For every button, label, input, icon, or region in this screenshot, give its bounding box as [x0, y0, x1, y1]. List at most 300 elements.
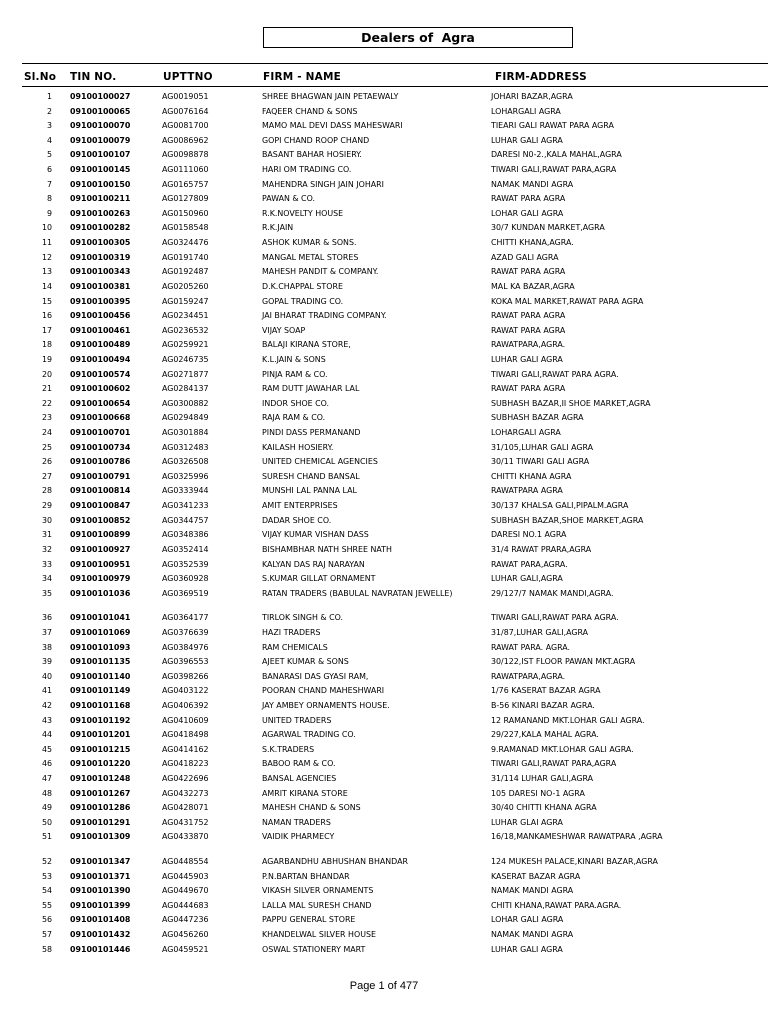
- cell-uptt: AG0398266: [162, 671, 209, 681]
- cell-tin: 09100101135: [70, 657, 131, 667]
- cell-sl: 25: [41, 442, 52, 452]
- cell-addr: RAWAT PARA AGRA: [491, 311, 566, 321]
- cell-addr: 1/76 KASERAT BAZAR AGRA: [491, 686, 601, 696]
- cell-addr: LUHAR GALI AGRA: [491, 354, 563, 364]
- cell-addr: 31/105,LUHAR GALI AGRA: [491, 442, 594, 452]
- cell-firm: MANGAL METAL STORES: [262, 252, 359, 262]
- cell-tin: 09100100927: [70, 544, 131, 554]
- cell-sl: 37: [41, 627, 52, 637]
- cell-uptt: AG0428071: [162, 803, 209, 813]
- cell-firm: HARI OM TRADING CO.: [262, 165, 352, 175]
- cell-addr: 31/87,LUHAR GALI,AGRA: [491, 627, 589, 637]
- cell-tin: 09100100734: [70, 442, 131, 452]
- header-uptt: UPTTNO: [163, 71, 213, 83]
- table-row: [0, 311, 768, 326]
- cell-addr: JOHARI BAZAR,AGRA: [491, 92, 573, 101]
- cell-sl: 54: [41, 886, 52, 896]
- cell-tin: 09100100027: [70, 92, 131, 101]
- cell-firm: UNITED CHEMICAL AGENCIES: [262, 457, 378, 467]
- cell-firm: BANARASI DAS GYASI RAM,: [262, 671, 369, 681]
- cell-addr: 30/7 KUNDAN MARKET,AGRA: [491, 223, 605, 233]
- table-row: [0, 516, 768, 531]
- table-row: [0, 574, 768, 589]
- cell-addr: LOHAR GALI AGRA: [491, 208, 564, 218]
- cell-addr: TIEARI GALI RAWAT PARA AGRA: [491, 121, 614, 131]
- cell-tin: 09100100343: [70, 267, 131, 277]
- table-row: [0, 789, 768, 804]
- cell-uptt: AG0246735: [162, 354, 209, 364]
- cell-addr: 16/18,MANKAMESHWAR RAWATPARA ,AGRA: [491, 832, 663, 842]
- header-addr: FIRM-ADDRESS: [495, 71, 587, 83]
- cell-sl: 41: [41, 686, 52, 696]
- cell-sl: 40: [41, 671, 52, 681]
- cell-uptt: AG0236532: [162, 325, 209, 335]
- cell-firm: AGARWAL TRADING CO.: [262, 730, 356, 740]
- cell-tin: 09100100211: [70, 194, 131, 204]
- cell-sl: 15: [41, 296, 52, 306]
- cell-addr: RAWATPARA,AGRA.: [491, 340, 566, 350]
- table-row: [0, 915, 768, 930]
- cell-uptt: AG0376639: [162, 627, 209, 637]
- cell-firm: AGARBANDHU ABHUSHAN BHANDAR: [262, 857, 408, 867]
- cell-tin: 09100101140: [70, 671, 131, 681]
- cell-sl: 2: [46, 106, 52, 116]
- cell-addr: DARESI NO.1 AGRA: [491, 530, 567, 540]
- cell-sl: 35: [41, 588, 52, 598]
- cell-uptt: AG0445903: [162, 871, 209, 881]
- cell-addr: 31/4 RAWAT PRARA,AGRA: [491, 544, 592, 554]
- cell-tin: 09100100305: [70, 238, 131, 248]
- cell-firm: BISHAMBHAR NATH SHREE NATH: [262, 544, 392, 554]
- table-row: [0, 340, 768, 355]
- cell-sl: 19: [41, 354, 52, 364]
- cell-addr: MAL KA BAZAR,AGRA: [491, 281, 575, 291]
- cell-addr: SUBHASH BAZAR AGRA: [491, 413, 584, 423]
- table-row: [0, 486, 768, 501]
- table-row: [0, 413, 768, 428]
- cell-addr: 29/127/7 NAMAK MANDI,AGRA.: [491, 588, 614, 598]
- cell-tin: 09100101347: [70, 857, 131, 867]
- cell-uptt: AG0396553: [162, 657, 209, 667]
- cell-firm: HAZI TRADERS: [262, 627, 321, 637]
- cell-firm: MAHESH PANDIT & COMPANY.: [262, 267, 379, 277]
- table-row: [0, 530, 768, 545]
- cell-uptt: AG0159247: [162, 296, 209, 306]
- cell-firm: PAPPU GENERAL STORE: [262, 915, 356, 925]
- cell-addr: CHITI KHANA,RAWAT PARA.AGRA.: [491, 900, 622, 910]
- cell-firm: AMIT ENTERPRISES: [262, 501, 338, 511]
- table-row: [0, 136, 768, 151]
- table-row: [0, 180, 768, 195]
- cell-firm: PINDI DASS PERMANAND: [262, 428, 361, 438]
- cell-uptt: AG0312483: [162, 442, 209, 452]
- cell-uptt: AG0431752: [162, 817, 209, 827]
- cell-tin: 09100100786: [70, 457, 131, 467]
- table-row: [0, 628, 768, 643]
- table-row: [0, 370, 768, 385]
- cell-firm: NAMAN TRADERS: [262, 817, 331, 827]
- table-row: [0, 428, 768, 443]
- table-row: [0, 399, 768, 414]
- cell-tin: 09100100456: [70, 311, 131, 321]
- cell-sl: 5: [46, 150, 52, 160]
- cell-sl: 31: [41, 530, 52, 540]
- cell-sl: 33: [41, 559, 52, 569]
- cell-tin: 09100101446: [70, 944, 131, 954]
- cell-addr: NAMAK MANDI AGRA: [491, 930, 574, 940]
- header-sl: Sl.No: [24, 71, 57, 83]
- cell-tin: 09100101399: [70, 900, 131, 910]
- cell-tin: 09100100319: [70, 252, 131, 262]
- cell-sl: 46: [41, 759, 52, 769]
- cell-addr: RAWATPARA AGRA: [491, 486, 563, 496]
- cell-addr: LUHAR GALI,AGRA: [491, 574, 563, 584]
- cell-sl: 52: [41, 857, 52, 867]
- header-bottom-rule: [22, 86, 768, 87]
- cell-firm: BANSAL AGENCIES: [262, 774, 337, 784]
- cell-firm: LALLA MAL SURESH CHAND: [262, 900, 372, 910]
- cell-tin: 09100100654: [70, 398, 131, 408]
- cell-firm: FAQEER CHAND & SONS: [262, 106, 358, 116]
- cell-firm: BASANT BAHAR HOSIERY.: [262, 150, 362, 160]
- table-row: [0, 686, 768, 701]
- cell-addr: 30/11 TIWARI GALI AGRA: [491, 457, 590, 467]
- cell-sl: 34: [41, 574, 52, 584]
- cell-addr: RAWAT PARA AGRA: [491, 325, 566, 335]
- table-row: [0, 803, 768, 818]
- cell-sl: 21: [41, 384, 52, 394]
- cell-addr: RAWAT PARA AGRA: [491, 384, 566, 394]
- cell-addr: 31/114 LUHAR GALI,AGRA: [491, 774, 594, 784]
- cell-uptt: AG0192487: [162, 267, 209, 277]
- table-row: [0, 501, 768, 516]
- cell-uptt: AG0259921: [162, 340, 209, 350]
- cell-sl: 58: [41, 944, 52, 954]
- table-row: [0, 886, 768, 901]
- table-row: [0, 701, 768, 716]
- cell-firm: S.KUMAR GILLAT ORNAMENT: [262, 574, 376, 584]
- cell-addr: 124 MUKESH PALACE,KINARI BAZAR,AGRA: [491, 857, 658, 867]
- cell-firm: SHREE BHAGWAN JAIN PETAEWALY: [262, 92, 399, 101]
- cell-addr: SUBHASH BAZAR,SHOE MARKET,AGRA: [491, 515, 644, 525]
- cell-sl: 51: [41, 832, 52, 842]
- cell-tin: 09100100065: [70, 106, 131, 116]
- cell-tin: 09100101069: [70, 627, 131, 637]
- cell-sl: 6: [46, 165, 52, 175]
- cell-tin: 09100100852: [70, 515, 131, 525]
- table-row: [0, 209, 768, 224]
- table-row: [0, 560, 768, 575]
- cell-sl: 10: [41, 223, 52, 233]
- cell-addr: DARESI N0-2.,KALA MAHAL,AGRA: [491, 150, 622, 160]
- cell-sl: 17: [41, 325, 52, 335]
- cell-addr: RAWATPARA,AGRA.: [491, 671, 566, 681]
- cell-addr: KOKA MAL MARKET,RAWAT PARA AGRA: [491, 296, 644, 306]
- cell-sl: 57: [41, 930, 52, 940]
- cell-sl: 38: [41, 642, 52, 652]
- cell-firm: D.K.CHAPPAL STORE: [262, 281, 343, 291]
- cell-tin: 09100100282: [70, 223, 131, 233]
- table-row: [0, 223, 768, 238]
- page-footer: Page 1 of 477: [349, 980, 419, 992]
- cell-addr: 30/40 CHITTI KHANA AGRA: [491, 803, 597, 813]
- cell-firm: GOPI CHAND ROOP CHAND: [262, 135, 370, 145]
- cell-firm: R.K.JAIN: [262, 223, 294, 233]
- cell-firm: MAHENDRA SINGH JAIN JOHARI: [262, 179, 384, 189]
- cell-firm: P.N.BARTAN BHANDAR: [262, 871, 350, 881]
- cell-firm: AJEET KUMAR & SONS: [262, 657, 349, 667]
- cell-sl: 53: [41, 871, 52, 881]
- title-place: Agra: [441, 30, 475, 45]
- table-row: [0, 107, 768, 122]
- cell-addr: CHITTI KHANA AGRA: [491, 471, 572, 481]
- cell-uptt: AG0191740: [162, 252, 209, 262]
- cell-tin: 09100100791: [70, 471, 131, 481]
- table-row: [0, 745, 768, 760]
- table-row: [0, 643, 768, 658]
- table-row: [0, 657, 768, 672]
- cell-sl: 22: [41, 398, 52, 408]
- cell-uptt: AG0344757: [162, 515, 209, 525]
- table-header: [22, 71, 768, 85]
- cell-tin: 09100101168: [70, 700, 131, 710]
- cell-addr: 9.RAMANAD MKT.LOHAR GALI AGRA.: [491, 744, 634, 754]
- cell-uptt: AG0448554: [162, 857, 209, 867]
- cell-addr: LOHAR GALI AGRA: [491, 915, 564, 925]
- cell-uptt: AG0384976: [162, 642, 209, 652]
- table-row: [0, 774, 768, 789]
- cell-addr: LOHARGALI AGRA: [491, 106, 561, 116]
- cell-sl: 27: [41, 471, 52, 481]
- cell-tin: 09100101248: [70, 774, 131, 784]
- cell-uptt: AG0341233: [162, 501, 209, 511]
- cell-sl: 43: [41, 715, 52, 725]
- cell-firm: RAM CHEMICALS: [262, 642, 328, 652]
- cell-tin: 09100101291: [70, 817, 131, 827]
- table-row: [0, 832, 768, 857]
- cell-addr: LUHAR GALI AGRA: [491, 944, 563, 954]
- cell-firm: OSWAL STATIONERY MART: [262, 944, 366, 954]
- cell-tin: 09100100847: [70, 501, 131, 511]
- cell-uptt: AG0127809: [162, 194, 209, 204]
- cell-uptt: AG0325996: [162, 471, 209, 481]
- cell-uptt: AG0459521: [162, 944, 209, 954]
- cell-addr: TIWARI GALI,RAWAT PARA,AGRA: [491, 759, 617, 769]
- cell-sl: 44: [41, 730, 52, 740]
- cell-tin: 09100101432: [70, 930, 131, 940]
- table-row: [0, 121, 768, 136]
- table-row: [0, 672, 768, 687]
- cell-addr: KASERAT BAZAR AGRA: [491, 871, 581, 881]
- table-row: [0, 945, 768, 960]
- cell-addr: SUBHASH BAZAR,II SHOE MARKET,AGRA: [491, 398, 651, 408]
- cell-tin: 09100100668: [70, 413, 131, 423]
- cell-addr: 30/137 KHALSA GALI,PIPALM.AGRA: [491, 501, 629, 511]
- cell-addr: B-56 KINARI BAZAR AGRA.: [491, 700, 595, 710]
- table-row: [0, 457, 768, 472]
- cell-uptt: AG0364177: [162, 613, 209, 623]
- cell-tin: 09100100899: [70, 530, 131, 540]
- cell-uptt: AG0150960: [162, 208, 209, 218]
- cell-uptt: AG0326508: [162, 457, 209, 467]
- cell-uptt: AG0360928: [162, 574, 209, 584]
- header-top-rule: [22, 63, 768, 64]
- cell-firm: BABOO RAM & CO.: [262, 759, 336, 769]
- cell-tin: 09100100381: [70, 281, 131, 291]
- cell-sl: 55: [41, 900, 52, 910]
- cell-tin: 09100101041: [70, 613, 131, 623]
- table-row: [0, 165, 768, 180]
- cell-firm: MAMO MAL DEVI DASS MAHESWARI: [262, 121, 403, 131]
- cell-tin: 09100100070: [70, 121, 131, 131]
- cell-tin: 09100100951: [70, 559, 131, 569]
- table-row: [0, 818, 768, 833]
- cell-uptt: AG0234451: [162, 311, 209, 321]
- cell-sl: 8: [46, 194, 52, 204]
- cell-uptt: AG0165757: [162, 179, 209, 189]
- cell-sl: 3: [46, 121, 52, 131]
- cell-sl: 28: [41, 486, 52, 496]
- cell-firm: JAY AMBEY ORNAMENTS HOUSE.: [262, 700, 390, 710]
- cell-sl: 1: [46, 92, 52, 101]
- cell-uptt: AG0432273: [162, 788, 209, 798]
- cell-sl: 56: [41, 915, 52, 925]
- cell-addr: TIWARI GALI,RAWAT PARA AGRA.: [491, 613, 619, 623]
- cell-tin: 09100101036: [70, 588, 131, 598]
- cell-firm: KHANDELWAL SILVER HOUSE: [262, 930, 376, 940]
- cell-sl: 39: [41, 657, 52, 667]
- cell-firm: DADAR SHOE CO.: [262, 515, 332, 525]
- cell-tin: 09100100979: [70, 574, 131, 584]
- cell-tin: 09100100145: [70, 165, 131, 175]
- cell-firm: RAJA RAM & CO.: [262, 413, 326, 423]
- table-row: [0, 150, 768, 165]
- table-row: [0, 759, 768, 774]
- cell-firm: INDOR SHOE CO.: [262, 398, 330, 408]
- cell-addr: 29/227,KALA MAHAL AGRA.: [491, 730, 599, 740]
- table-row: [0, 238, 768, 253]
- dealer-table: [0, 92, 768, 959]
- cell-addr: LUHAR GALI AGRA: [491, 135, 563, 145]
- cell-tin: 09100100150: [70, 179, 131, 189]
- cell-sl: 20: [41, 369, 52, 379]
- cell-uptt: AG0076164: [162, 106, 209, 116]
- cell-uptt: AG0348386: [162, 530, 209, 540]
- header-tin: TIN NO.: [70, 71, 117, 83]
- cell-addr: LUHAR GLAI AGRA: [491, 817, 563, 827]
- cell-uptt: AG0403122: [162, 686, 209, 696]
- cell-sl: 18: [41, 340, 52, 350]
- cell-addr: RAWAT PARA AGRA: [491, 267, 566, 277]
- cell-sl: 14: [41, 281, 52, 291]
- cell-uptt: AG0422696: [162, 774, 209, 784]
- cell-addr: CHITTI KHANA,AGRA.: [491, 238, 574, 248]
- cell-uptt: AG0086962: [162, 135, 209, 145]
- cell-addr: 12 RAMANAND MKT.LOHAR GALI AGRA.: [491, 715, 645, 725]
- cell-uptt: AG0406392: [162, 700, 209, 710]
- cell-sl: 26: [41, 457, 52, 467]
- cell-tin: 09100100574: [70, 369, 131, 379]
- cell-sl: 4: [46, 135, 52, 145]
- cell-addr: LOHARGALI AGRA: [491, 428, 561, 438]
- table-row: [0, 589, 768, 614]
- table-row: [0, 253, 768, 268]
- cell-sl: 32: [41, 544, 52, 554]
- cell-tin: 09100101267: [70, 788, 131, 798]
- cell-tin: 09100100395: [70, 296, 131, 306]
- cell-firm: VAIDIK PHARMECY: [262, 832, 335, 842]
- cell-uptt: AG0447236: [162, 915, 209, 925]
- cell-firm: K.L.JAIN & SONS: [262, 354, 326, 364]
- cell-firm: UNITED TRADERS: [262, 715, 332, 725]
- cell-uptt: AG0456260: [162, 930, 209, 940]
- table-row: [0, 384, 768, 399]
- table-row: [0, 92, 768, 107]
- cell-sl: 50: [41, 817, 52, 827]
- cell-firm: SURESH CHAND BANSAL: [262, 471, 360, 481]
- cell-addr: NAMAK MANDI AGRA: [491, 886, 574, 896]
- cell-tin: 09100101371: [70, 871, 131, 881]
- table-row: [0, 267, 768, 282]
- cell-uptt: AG0271877: [162, 369, 209, 379]
- cell-sl: 11: [41, 238, 52, 248]
- cell-addr: AZAD GALI AGRA: [491, 252, 559, 262]
- cell-tin: 09100101215: [70, 744, 131, 754]
- cell-sl: 9: [46, 208, 52, 218]
- cell-firm: S.K.TRADERS: [262, 744, 315, 754]
- cell-tin: 09100100701: [70, 428, 131, 438]
- cell-firm: TIRLOK SINGH & CO.: [262, 613, 344, 623]
- cell-sl: 36: [41, 613, 52, 623]
- cell-firm: AMRIT KIRANA STORE: [262, 788, 348, 798]
- cell-uptt: AG0300882: [162, 398, 209, 408]
- cell-firm: BALAJI KIRANA STORE,: [262, 340, 351, 350]
- cell-tin: 09100101286: [70, 803, 131, 813]
- table-row: [0, 545, 768, 560]
- cell-uptt: AG0111060: [162, 165, 209, 175]
- cell-sl: 12: [41, 252, 52, 262]
- cell-uptt: AG0449670: [162, 886, 209, 896]
- cell-tin: 09100100814: [70, 486, 131, 496]
- cell-firm: VIJAY KUMAR VISHAN DASS: [262, 530, 369, 540]
- cell-uptt: AG0333944: [162, 486, 209, 496]
- cell-uptt: AG0205260: [162, 281, 209, 291]
- cell-tin: 09100100079: [70, 135, 131, 145]
- cell-tin: 09100100107: [70, 150, 131, 160]
- table-row: [0, 730, 768, 745]
- cell-addr: RAWAT PARA,AGRA.: [491, 559, 568, 569]
- cell-firm: JAI BHARAT TRADING COMPANY.: [262, 311, 387, 321]
- cell-sl: 29: [41, 501, 52, 511]
- cell-firm: POORAN CHAND MAHESHWARI: [262, 686, 385, 696]
- cell-uptt: AG0019051: [162, 92, 209, 101]
- cell-addr: TIWARI GALI,RAWAT PARA AGRA.: [491, 369, 619, 379]
- cell-tin: 09100100489: [70, 340, 131, 350]
- table-row: [0, 194, 768, 209]
- cell-firm: PINJA RAM & CO.: [262, 369, 328, 379]
- table-row: [0, 857, 768, 872]
- table-row: [0, 472, 768, 487]
- cell-uptt: AG0081700: [162, 121, 209, 131]
- cell-uptt: AG0301884: [162, 428, 209, 438]
- cell-uptt: AG0294849: [162, 413, 209, 423]
- cell-tin: 09100101192: [70, 715, 131, 725]
- cell-firm: PAWAN & CO.: [262, 194, 315, 204]
- cell-tin: 09100101390: [70, 886, 131, 896]
- cell-uptt: AG0324476: [162, 238, 209, 248]
- cell-addr: RAWAT PARA. AGRA.: [491, 642, 571, 652]
- cell-uptt: AG0158548: [162, 223, 209, 233]
